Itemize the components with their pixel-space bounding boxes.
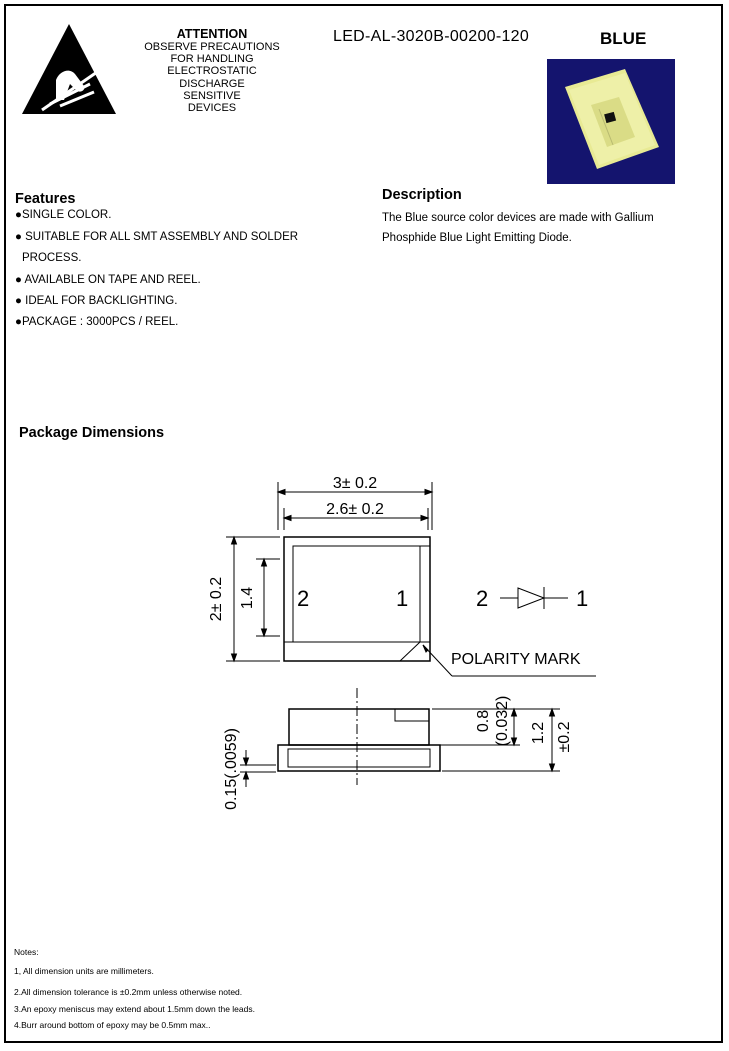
notes-heading: Notes: [14,947,39,957]
attention-title: ATTENTION [176,27,248,41]
polarity-mark-label: POLARITY MARK [451,651,581,668]
feature-item: ● SUITABLE FOR ALL SMT ASSEMBLY AND SOLDER [15,231,299,243]
dim-total-height-tol: ±0.2 [556,721,573,753]
pad-label-left: 2 [297,586,310,611]
dim-height-outer: 2± 0.2 [208,576,225,622]
diode-label-left: 2 [476,586,489,611]
note-item: 2.All dimension tolerance is ±0.2mm unless otherwise noted. [14,987,243,997]
dim-total-height: 1.2 [530,721,547,745]
note-item: 4.Burr around bottom of epoxy may be 0.5mm max.. [14,1020,211,1030]
attention-lines: OBSERVE PRECAUTIONS FOR HANDLING ELECTROSTATIC DISCHARGE SENSITIVE DEVICES [144,41,280,115]
part-number: LED-AL-3020B-00200-120 [333,28,530,45]
package-heading: Package Dimensions [19,425,165,441]
dim-lens-height-inch: (0.032) [494,695,511,747]
pad-label-right: 1 [396,586,409,611]
dim-height-inner: 1.4 [239,586,256,610]
note-item: 1, All dimension units are millimeters. [14,966,154,976]
note-item: 3.An epoxy meniscus may extend about 1.5mm down the leads. [14,1004,255,1014]
color-label: BLUE [600,29,647,48]
description-heading: Description [382,187,462,203]
description-text: The Blue source color devices are made with Gallium Phosphide Blue Light Emitting Diode. [382,212,654,244]
dim-lens-height: 0.8 [475,709,492,733]
feature-item: ● AVAILABLE ON TAPE AND REEL. [15,274,201,286]
feature-item: ●PACKAGE : 3000PCS / REEL. [15,316,179,328]
feature-item: PROCESS. [22,252,82,264]
dim-width-inner: 2.6± 0.2 [326,501,384,518]
features-heading: Features [15,191,76,207]
dim-width-outer: 3± 0.2 [332,475,378,492]
dim-lead-thickness: 0.15(.0059) [223,728,240,810]
feature-item: ●SINGLE COLOR. [15,209,112,221]
feature-item: ● IDEAL FOR BACKLIGHTING. [15,295,178,307]
diode-label-right: 1 [576,586,589,611]
